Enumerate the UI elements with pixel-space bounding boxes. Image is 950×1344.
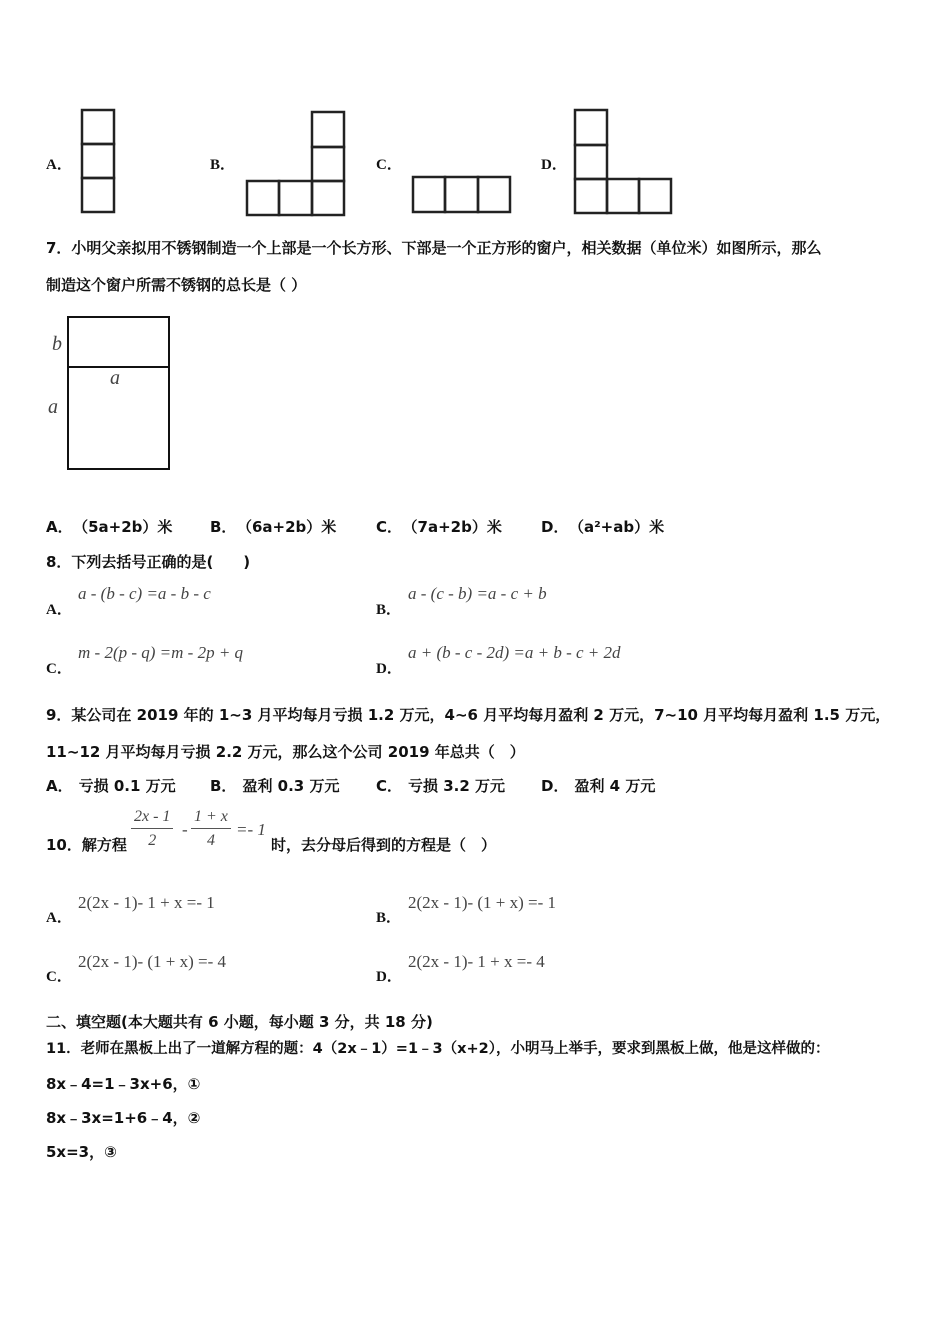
q8-option-c-expr: m - 2(p - q) =m - 2p + q: [78, 643, 244, 662]
q10-fraction-2: [191, 808, 231, 850]
q7-option-d-text: （a²+ab）米: [576, 518, 665, 536]
q10-minus: -: [182, 820, 188, 839]
q9-option-c-label: C．: [376, 777, 403, 795]
q7-option-d-label: D．: [541, 518, 569, 536]
q7-window-figure: [66, 315, 172, 471]
q7-label-b: b: [52, 333, 62, 355]
q7-stem-line1: 7．小明父亲拟用不锈钢制造一个上部是一个长方形、下部是一个正方形的窗户，相关数据（单位米）如图所示，那么: [46, 239, 822, 257]
q6-option-c-label: C．: [376, 157, 402, 173]
q9-option-b-text: 盈利 0.3 万元: [242, 777, 340, 795]
q11-step3: 5x=3，③: [46, 1143, 117, 1161]
q8-option-d-expr: a + (b - c - 2d) =a + b - c + 2d: [408, 643, 621, 662]
q8-stem: 8．下列去括号正确的是( ): [46, 553, 251, 571]
q10-fraction-1: [131, 808, 173, 850]
q7-option-b-text: （6a+2b）米: [244, 518, 337, 536]
q9-option-b-label: B．: [210, 777, 237, 795]
q6-option-a-label: A．: [46, 157, 72, 173]
q8-option-b-label[interactable]: B．: [376, 602, 402, 618]
q8-option-d-label[interactable]: D．: [376, 661, 402, 677]
q9-stem-line2: 11∼12 月平均每月亏损 2.2 万元，那么这个公司 2019 年总共（ ）: [46, 743, 525, 761]
q10-prefix: 10．解方程: [46, 836, 127, 854]
q7-option-d[interactable]: [541, 516, 664, 537]
q6-option-a-figure: [80, 108, 116, 214]
q10-frac1-denominator: 2: [148, 832, 157, 849]
q10-frac2-numerator: 1 + x: [191, 808, 231, 829]
q10-rhs: =- 1: [236, 820, 266, 839]
q7-option-b-label: B．: [210, 518, 237, 536]
q6-option-d-figure: [573, 108, 673, 216]
q10-option-c-expr: 2(2x - 1)- (1 + x) =- 4: [78, 952, 227, 971]
q8-option-a-expr: a - (b - c) =a - b - c: [78, 584, 211, 603]
q7-option-a-text: （5a+2b）米: [80, 518, 173, 536]
q6-option-b-label: B．: [210, 157, 236, 173]
q7-option-a[interactable]: [46, 516, 172, 537]
q9-option-a-text: 亏损 0.1 万元: [78, 777, 176, 795]
q9-option-d-text: 盈利 4 万元: [574, 777, 656, 795]
q8-option-c-label[interactable]: C．: [46, 661, 72, 677]
q6-option-c-figure: [411, 175, 513, 215]
section2-title: 二、填空题(本大题共有 6 小题，每小题 3 分，共 18 分): [46, 1013, 433, 1031]
q9-option-d[interactable]: [541, 775, 655, 796]
q10-suffix: 时，去分母后得到的方程是（ ）: [271, 836, 497, 854]
q10-option-d-label[interactable]: D．: [376, 969, 402, 985]
q10-frac2-denominator: 4: [206, 832, 215, 849]
q9-option-a-label: A．: [46, 777, 73, 795]
q7-label-a-left: a: [48, 396, 58, 418]
q7-label-a-top: a: [110, 367, 120, 389]
q7-option-c-label: C．: [376, 518, 403, 536]
q6-option-d-label: D．: [541, 157, 567, 173]
q10-option-a-expr: 2(2x - 1)- 1 + x =- 1: [78, 893, 215, 912]
q9-stem-line1: 9．某公司在 2019 年的 1∼3 月平均每月亏损 1.2 万元，4∼6 月平均每月盈利 2 万元，7∼10 月平均每月盈利 1.5 万元，: [46, 706, 891, 724]
q10-option-b-label[interactable]: B．: [376, 910, 402, 926]
q11-step1: 8x﹣4=1﹣3x+6，①: [46, 1075, 201, 1093]
q8-option-b-expr: a - (c - b) =a - c + b: [408, 584, 547, 603]
q10-frac1-numerator: 2x - 1: [131, 808, 173, 829]
q7-option-a-label: A．: [46, 518, 73, 536]
q10-option-a-label[interactable]: A．: [46, 910, 72, 926]
q6-option-b-figure: [245, 110, 347, 218]
q9-option-c-text: 亏损 3.2 万元: [408, 777, 506, 795]
q11-stem: 11．老师在黑板上出了一道解方程的题：4（2x﹣1）=1﹣3（x+2），小明马上举手，要求到黑板上做，他是这样做的：: [46, 1041, 830, 1057]
q9-option-a[interactable]: [46, 775, 176, 796]
q7-option-c-text: （7a+2b）米: [410, 518, 502, 536]
q9-option-c[interactable]: [376, 775, 505, 796]
q11-step2: 8x﹣3x=1+6﹣4，②: [46, 1109, 201, 1127]
q7-option-b[interactable]: [210, 516, 336, 537]
q9-option-d-label: D．: [541, 777, 569, 795]
q10-option-c-label[interactable]: C．: [46, 969, 72, 985]
q7-stem-line2: 制造这个窗户所需不锈钢的总长是（ ）: [46, 276, 307, 294]
q7-option-c[interactable]: [376, 516, 502, 537]
q8-option-a-label[interactable]: A．: [46, 602, 72, 618]
q10-option-b-expr: 2(2x - 1)- (1 + x) =- 1: [408, 893, 557, 912]
q10-option-d-expr: 2(2x - 1)- 1 + x =- 4: [408, 952, 545, 971]
q9-option-b[interactable]: [210, 775, 339, 796]
